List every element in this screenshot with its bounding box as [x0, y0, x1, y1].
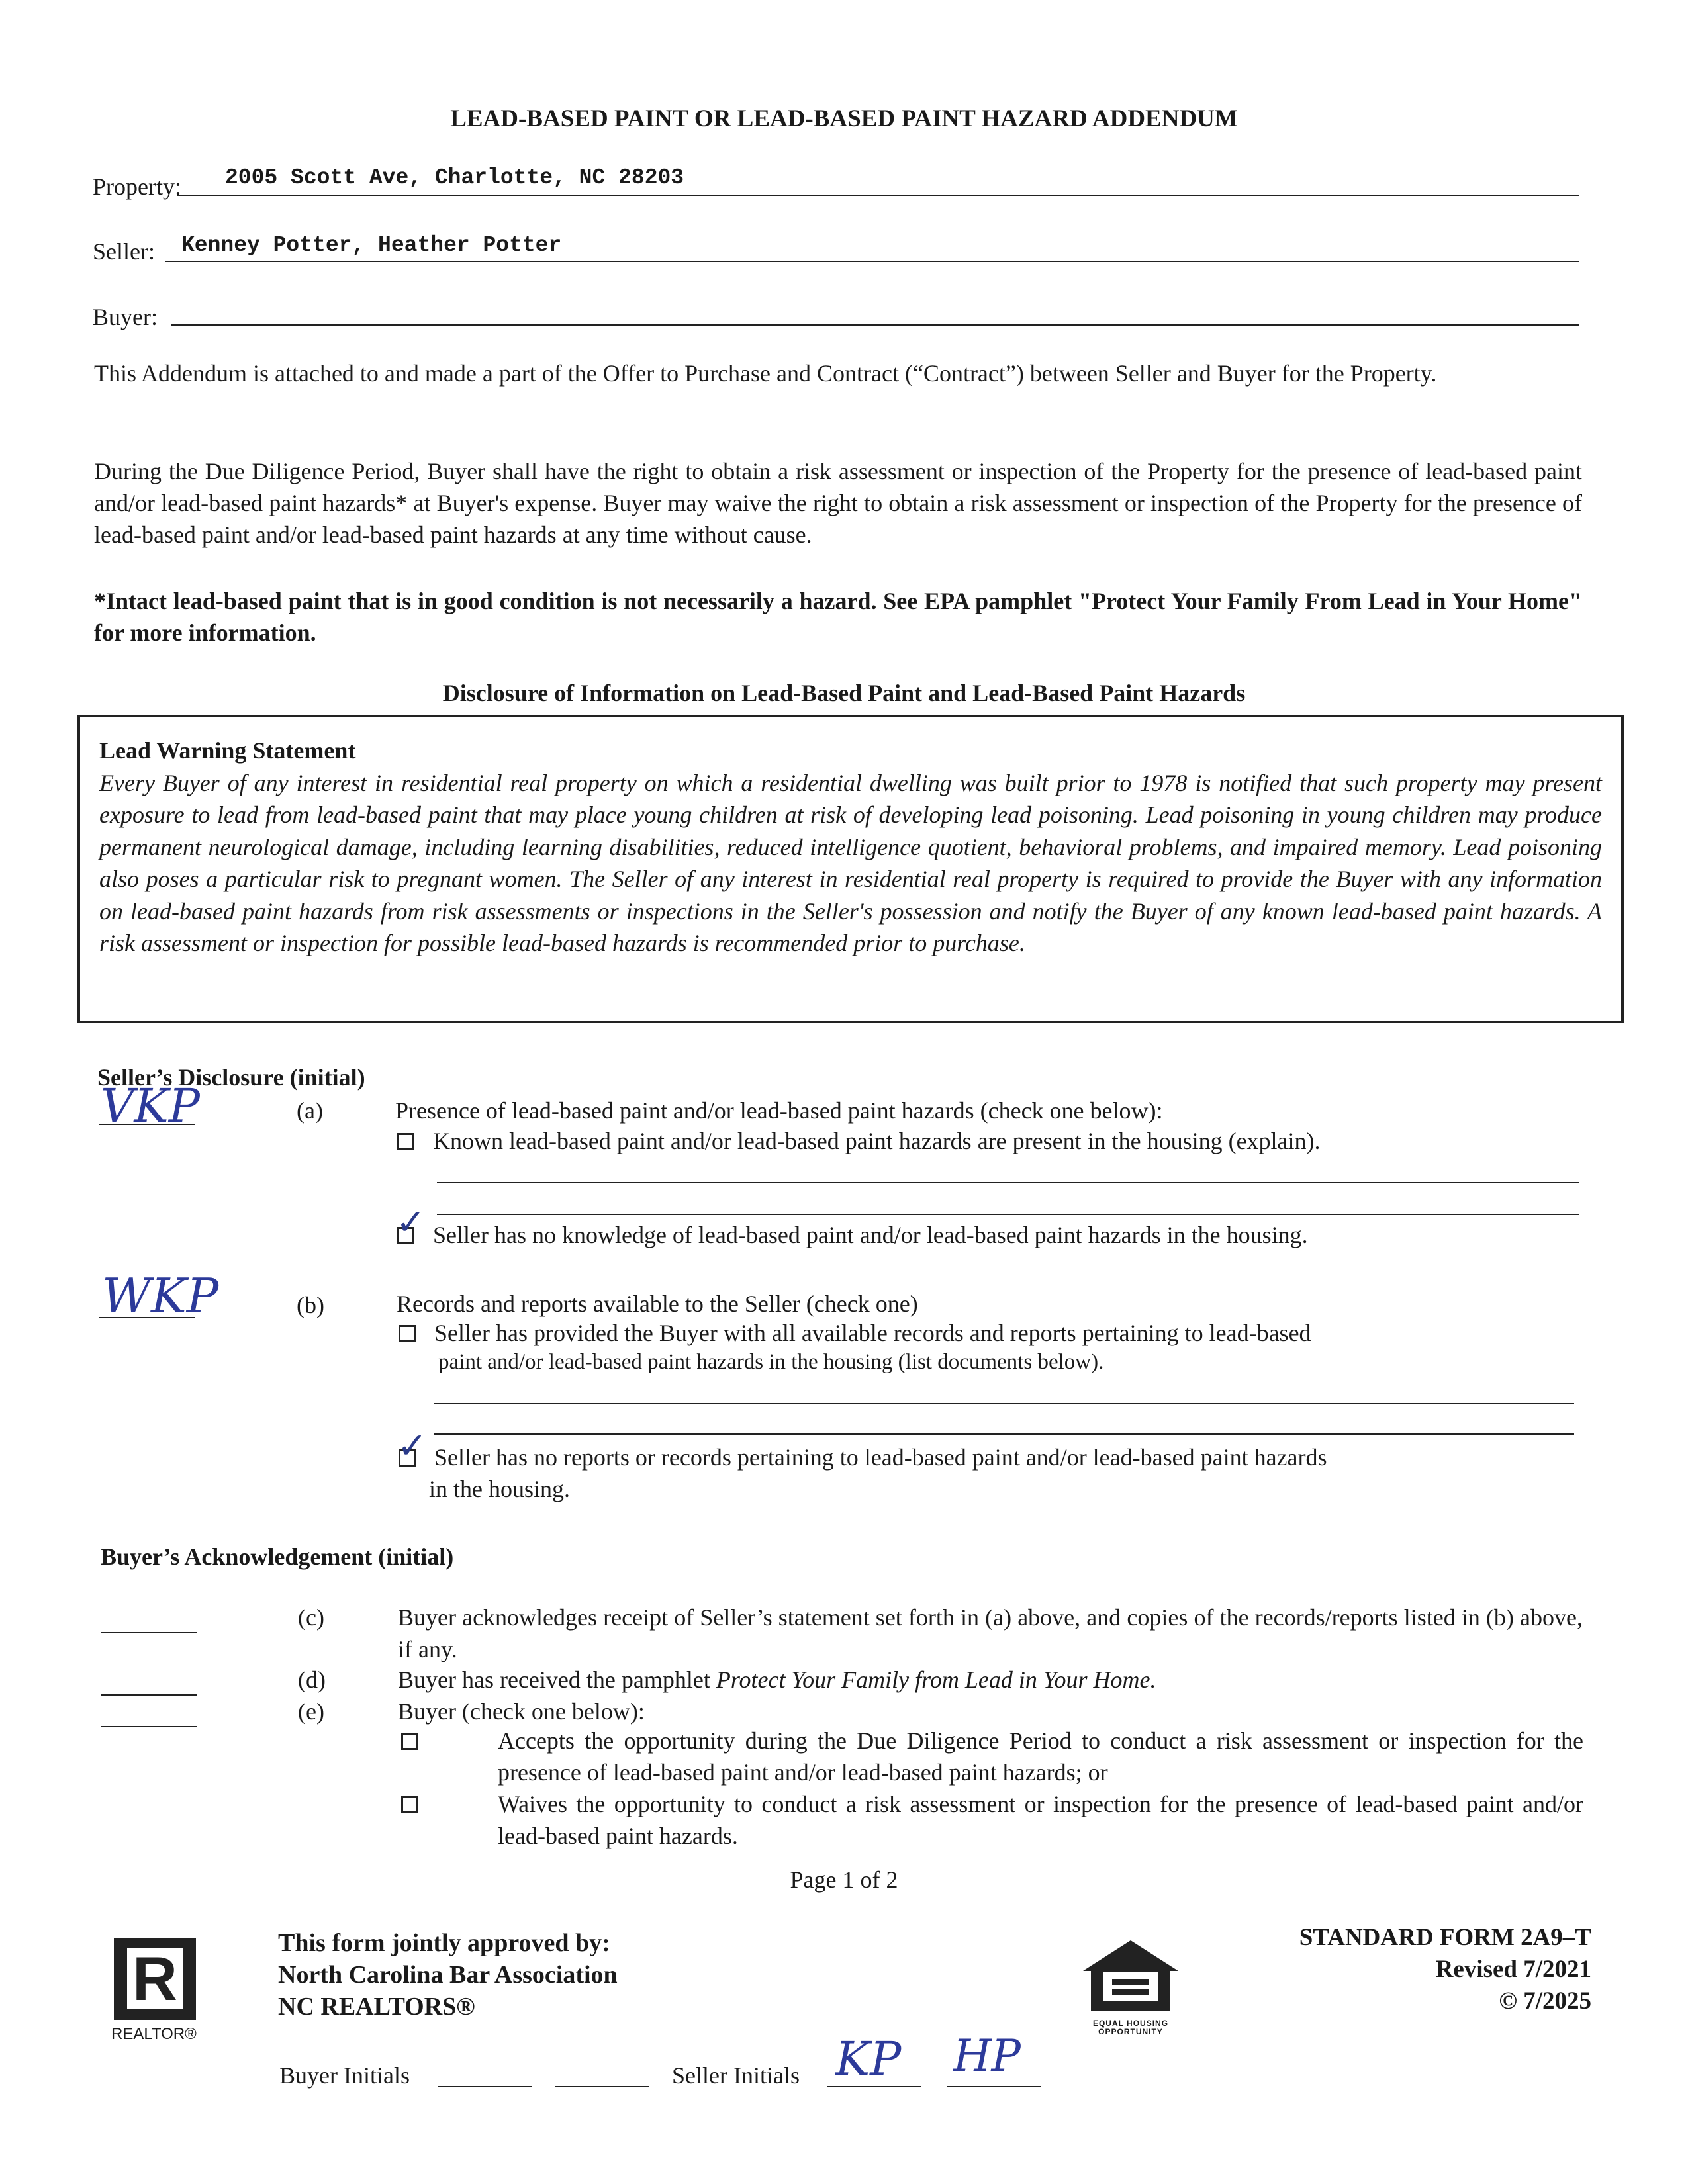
explain-line-2[interactable] [437, 1214, 1579, 1215]
approval-block [278, 1927, 618, 2023]
lead-warning-statement [99, 735, 1602, 960]
buyer-ack-heading: Buyer’s Acknowledgement (initial) [101, 1543, 454, 1570]
initial-e-line[interactable] [101, 1726, 197, 1727]
realtor-logo-text: REALTOR® [111, 2025, 197, 2043]
waives-opportunity-checkbox[interactable] [401, 1796, 418, 1813]
pamphlet-title: Protect Your Family from Lead in Your Home. [716, 1666, 1156, 1693]
accepts-opportunity-label: Accepts the opportunity during the Due Diligence Period to conduct a risk assessment or inspection for the presence of lead-based paint and/or lead-based paint hazards; or [498, 1727, 1583, 1786]
form-identifier [1299, 1922, 1591, 2017]
seller-underline [165, 261, 1579, 262]
seller-disclosure-heading: Seller’s Disclosure (initial) [97, 1064, 365, 1091]
equal-housing-icon [1078, 1936, 1184, 2016]
item-e-label: (e) [298, 1698, 324, 1725]
item-c-text: Buyer acknowledges receipt of Seller’s statement set forth in (a) above, and copies of the records/reports listed in (b) above, if any. [398, 1604, 1583, 1662]
seller-initials-1[interactable]: KP [835, 2032, 902, 2086]
page-number: Page 1 of 2 [790, 1866, 898, 1893]
eho-text-2: OPPORTUNITY [1098, 2027, 1163, 2036]
property-underline [177, 195, 1579, 196]
seller-initial-b[interactable]: WKP [102, 1268, 219, 1324]
no-knowledge-checkmark: ✓ [396, 1201, 426, 1243]
item-a-label: (a) [297, 1097, 323, 1124]
item-c-label: (c) [298, 1604, 324, 1631]
documents-line-1[interactable] [434, 1403, 1574, 1404]
form-revised: Revised 7/2021 [1435, 1956, 1591, 1983]
form-copyright: © 7/2025 [1499, 1987, 1591, 2015]
seller-initials-2[interactable]: HP [953, 2030, 1021, 2081]
realtor-logo: R [114, 1938, 196, 2020]
item-d-text [398, 1664, 1156, 1696]
seller-initials-line-1 [827, 2086, 921, 2087]
lead-warning-text: Every Buyer of any interest in residential real property on which a residential dwelling was built prior to 1978 is notified that such property may present exposure to lead from lead-based paint that may place young children at risk of developing lead poisoning. Lead poisoning in young children may produce permanent neurological damage, including learning disabilities, reduced intelligence quotient, behavioral problems, and impaired memory. Lead poisoning also poses a particular risk to pregnant women. The Seller of any interest in residential real property is required to provide the Buyer with any information on lead-based paint hazards from risk assessments or inspections in the Seller's possession and notify the Buyer of any known lead-based paint hazards. A risk assessment or inspection for possible lead-based hazards is recommended prior to purchase. [99, 769, 1602, 956]
no-records-checkmark: ✓ [397, 1425, 428, 1467]
seller-label: Seller: [93, 238, 155, 265]
due-diligence-paragraph: During the Due Diligence Period, Buyer shall have the right to obtain a risk assessment or inspection of the Property for the presence of lead-based paint and/or lead-based paint hazards* at Buyer's expense. Buyer may waive the right to obtain a risk assessment or inspection of the Property for the presence of lead-based paint and/or lead-based paint hazards at any time without cause. [94, 458, 1582, 548]
no-records-label-1: Seller has no reports or records pertaining to lead-based paint and/or lead-based paint hazards [434, 1444, 1327, 1471]
buyer-initials-label: Buyer Initials [279, 2062, 410, 2089]
accepts-opportunity-checkbox[interactable] [401, 1733, 418, 1750]
approved-line-1: This form jointly approved by: [278, 1929, 610, 1957]
seller-field[interactable]: Kenney Potter, Heather Potter [181, 233, 562, 257]
disclosure-heading: Disclosure of Information on Lead-Based Paint and Lead-Based Paint Hazards [442, 680, 1246, 706]
intact-paint-note: *Intact lead-based paint that is in good condition is not necessarily a hazard. See EPA pamphlet "Protect Your Family From Lead in Your Home" for more information. [94, 588, 1582, 646]
item-d-label: (d) [298, 1666, 326, 1693]
addendum-paragraph: This Addendum is attached to and made a part of the Offer to Purchase and Contract (“Contract”) between Seller and Buyer for the Property. [94, 360, 1437, 387]
known-hazards-checkbox[interactable] [397, 1133, 414, 1150]
eho-text-1: EQUAL HOUSING [1092, 2019, 1169, 2028]
equal-housing-logo [1078, 1936, 1184, 2036]
lead-warning-heading: Lead Warning Statement [99, 737, 356, 764]
form-name: STANDARD FORM 2A9–T [1299, 1924, 1591, 1951]
buyer-initials-line-2[interactable] [555, 2086, 649, 2087]
waives-opportunity-label: Waives the opportunity to conduct a risk assessment or inspection for the presence of lead-based paint and/or lead-based paint hazards. [498, 1791, 1583, 1849]
form-title: LEAD-BASED PAINT OR LEAD-BASED PAINT HAZARD ADDENDUM [450, 105, 1238, 132]
item-b-label: (b) [297, 1292, 324, 1318]
no-knowledge-label: Seller has no knowledge of lead-based paint and/or lead-based paint hazards in the housing. [433, 1222, 1308, 1248]
provided-records-checkbox[interactable] [399, 1325, 416, 1342]
documents-line-2[interactable] [434, 1433, 1574, 1435]
item-e-text: Buyer (check one below): [398, 1698, 645, 1725]
item-a-text: Presence of lead-based paint and/or lead-based paint hazards (check one below): [395, 1097, 1163, 1124]
item-b-text: Records and reports available to the Seller (check one) [397, 1291, 918, 1317]
seller-initials-label: Seller Initials [672, 2062, 800, 2089]
initial-d-line[interactable] [101, 1694, 197, 1696]
known-hazards-label: Known lead-based paint and/or lead-based paint hazards are present in the housing (explain). [433, 1128, 1321, 1154]
provided-records-label-1: Seller has provided the Buyer with all available records and reports pertaining to lead-based [434, 1320, 1311, 1346]
provided-records-label-2: paint and/or lead-based paint hazards in the housing (list documents below). [438, 1350, 1104, 1374]
explain-line-1[interactable] [437, 1182, 1579, 1183]
approved-line-3: NC REALTORS® [278, 1993, 475, 2021]
initial-c-line[interactable] [101, 1632, 197, 1633]
seller-initial-a[interactable]: VKP [101, 1079, 200, 1133]
no-records-label-2: in the housing. [429, 1476, 570, 1502]
property-label: Property: [93, 173, 181, 200]
buyer-label: Buyer: [93, 304, 158, 330]
buyer-underline [171, 324, 1579, 326]
property-field[interactable]: 2005 Scott Ave, Charlotte, NC 28203 [225, 165, 684, 190]
approved-line-2: North Carolina Bar Association [278, 1961, 618, 1989]
buyer-initials-line-1[interactable] [438, 2086, 532, 2087]
seller-initials-line-2 [947, 2086, 1041, 2087]
item-d-text-plain: Buyer has received the pamphlet [398, 1666, 716, 1693]
